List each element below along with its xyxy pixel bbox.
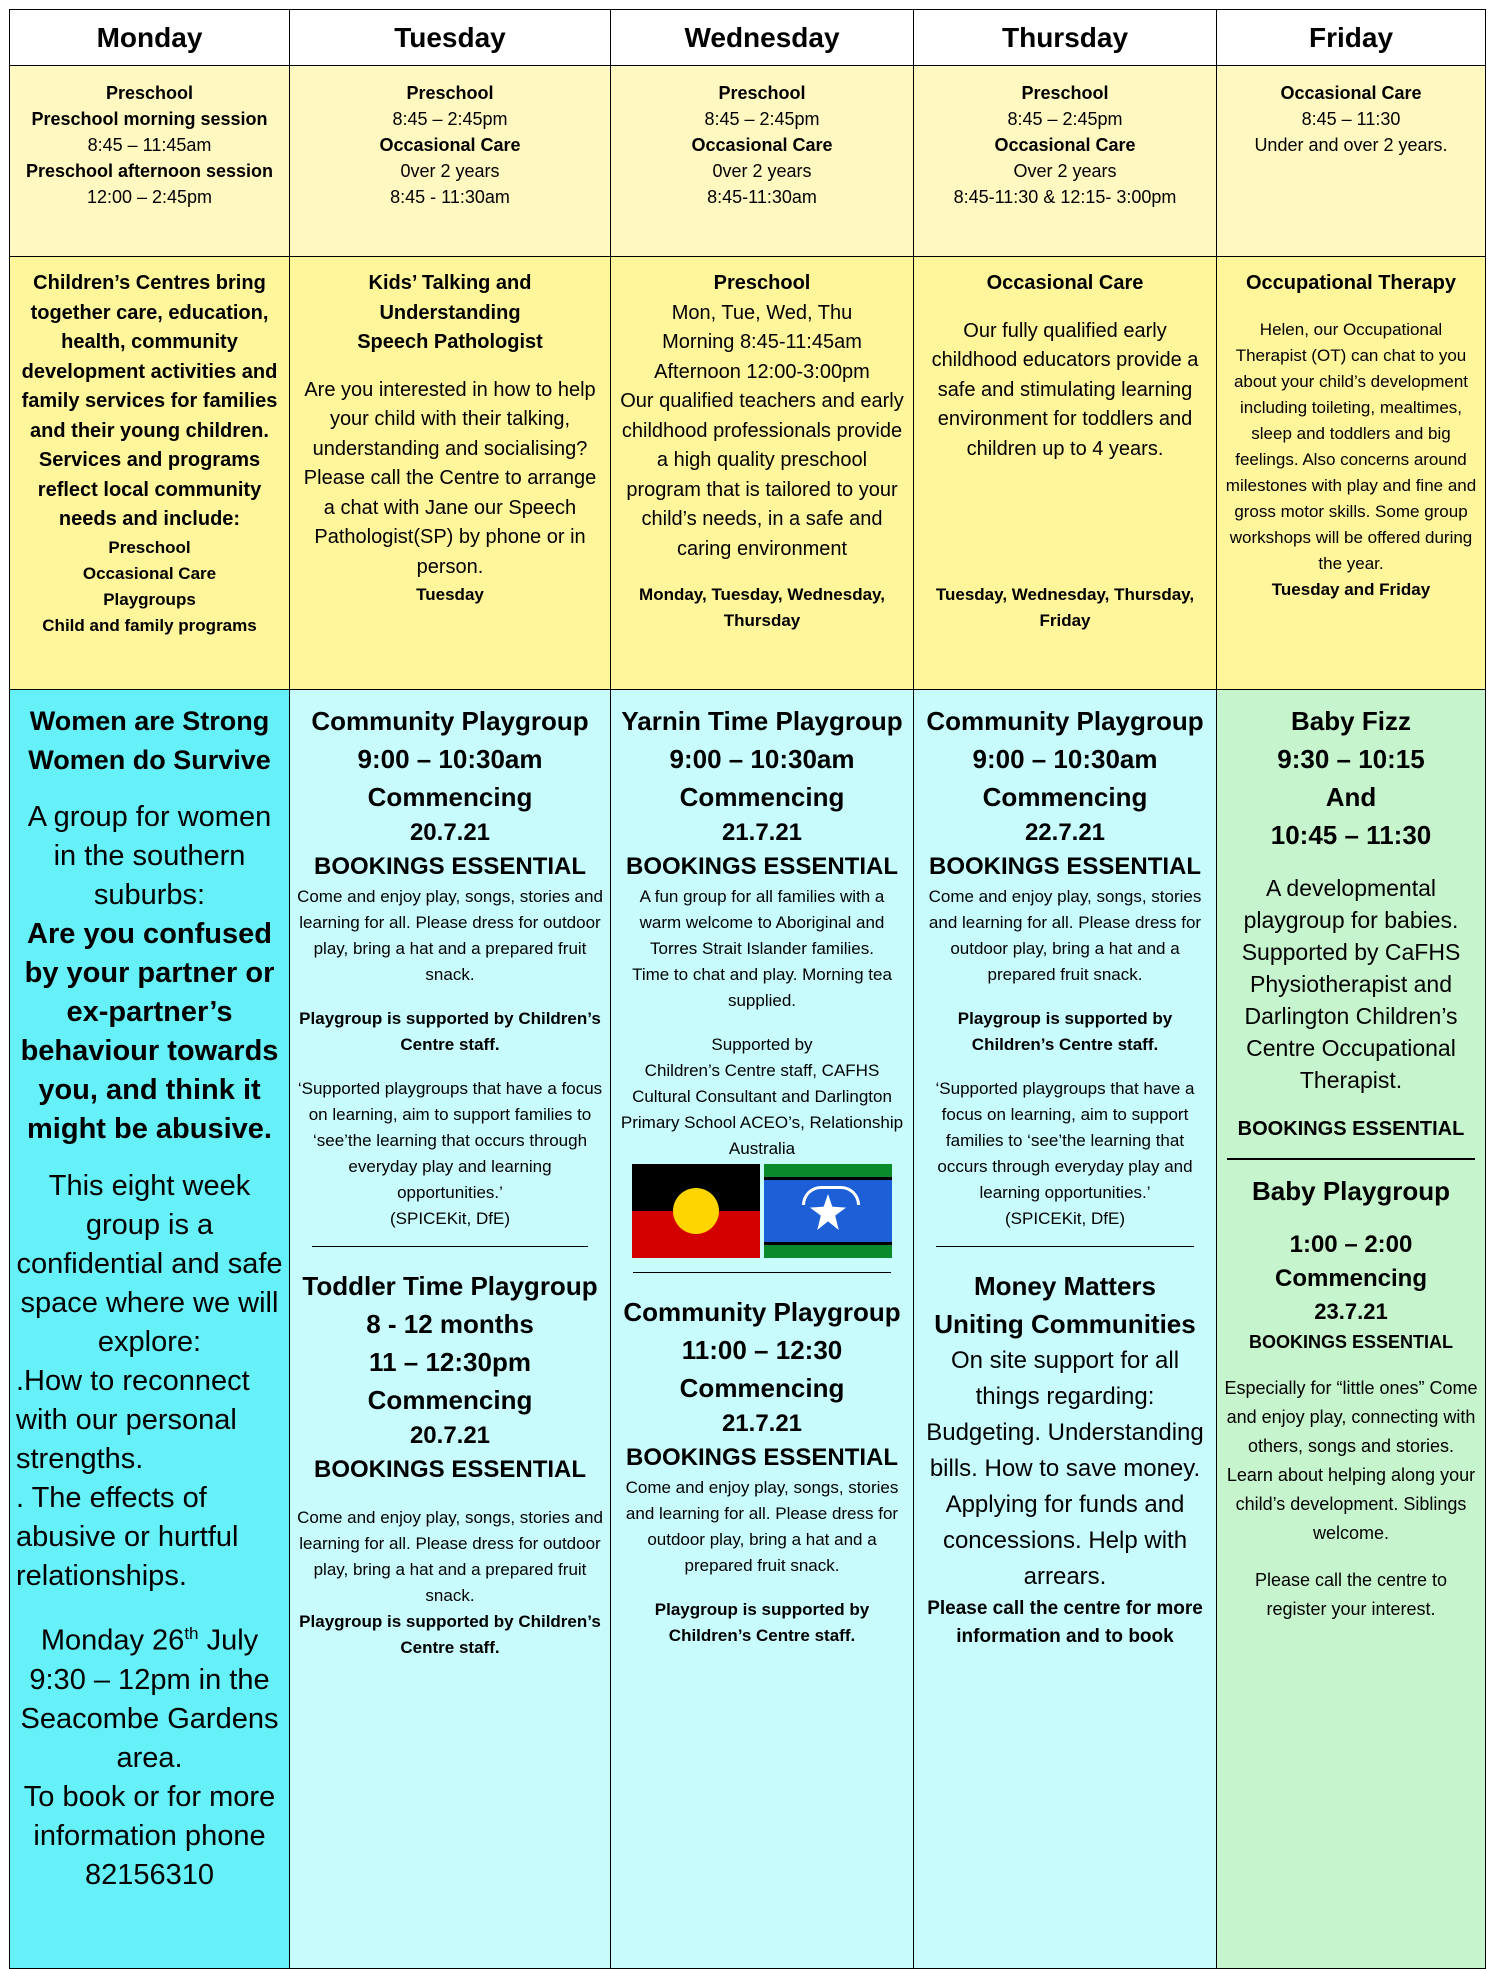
commencing-date: 21.7.21 (721, 819, 803, 846)
yarnin-time-time: 9:00 – 10:30am (669, 744, 855, 774)
toddler-time-time: 11 – 12:30pm (369, 1347, 531, 1377)
morning-session-label: Preschool morning session (31, 109, 268, 129)
baby-fizz-description: A developmental playgroup for babies. Supported by CaFHS Physiotherapist and Darlington Children’s Centre Occupational Therapist. (1241, 875, 1461, 1093)
header-friday: Friday (1217, 10, 1486, 66)
playgroup-description: Come and enjoy play, songs, stories and learning for all. Please dress for outdoor play, bring a hat and a prepared fruit snack. (625, 1478, 899, 1575)
speech-title: Kids’ Talking and Understanding (368, 272, 532, 324)
tuesday-info (290, 257, 611, 690)
playgroup-description: Come and enjoy play, songs, stories and learning for all. Please dress for outdoor play, bring a hat and a prepared fruit snack. (297, 887, 603, 984)
speech-question: Are you interested in how to help your child with their talking, understanding and socialising? (304, 378, 596, 460)
playgroup-quote: ‘Supported playgroups that have a focus on learning, aim to support families to ‘see’the learning that occurs through everyday play and learning opportunities.’ (297, 1079, 603, 1202)
day-header-row (10, 10, 1486, 66)
commencing-label: Commencing (679, 782, 845, 812)
wednesday-groups (611, 690, 914, 1969)
session-times-row (10, 66, 1486, 257)
commencing-label: Commencing (367, 1385, 533, 1415)
divider (633, 1272, 891, 1273)
commencing-date: 22.7.21 (1024, 819, 1106, 846)
playgroup-support: Playgroup is supported by Children’s Centre staff. (299, 1612, 601, 1657)
commencing-date: 20.7.21 (409, 1422, 491, 1449)
playgroups-row (10, 690, 1486, 1969)
occasional-care-age: 0ver 2 years (400, 161, 500, 181)
programs-info-row (10, 257, 1486, 690)
thursday-groups (914, 690, 1217, 1969)
register-interest: Please call the centre to register your interest. (1254, 1570, 1448, 1619)
bookings-essential: BOOKINGS ESSENTIAL (313, 1456, 587, 1483)
occasional-care-time: 8:45 – 11:30 (1301, 109, 1401, 129)
commencing-label: Commencing (982, 782, 1148, 812)
preschool-days: Monday, Tuesday, Wednesday, Thursday (639, 585, 885, 630)
preschool-body: Our qualified teachers and early childhood professionals provide a high quality preschool program that is tailored to your child’s needs, in a safe and caring environment (620, 390, 904, 560)
community-playgroup-time: 9:00 – 10:30am (357, 744, 543, 774)
bookings-essential: BOOKINGS ESSENTIAL (625, 853, 899, 880)
women-group-date: Monday 26th July (40, 1624, 259, 1657)
header-wednesday: Wednesday (611, 10, 914, 66)
occasional-care-time: 8:45-11:30 & 12:15- 3:00pm (953, 187, 1177, 207)
women-group-topic: .How to reconnect with our personal strengths. (16, 1365, 250, 1475)
bookings-essential: BOOKINGS ESSENTIAL (928, 853, 1202, 880)
baby-fizz-time-2: 10:45 – 11:30 (1270, 820, 1432, 850)
preschool-time: 8:45 – 2:45pm (704, 109, 820, 129)
tuesday-groups (290, 690, 611, 1969)
wednesday-info (611, 257, 914, 690)
supported-by-label: Supported by (711, 1035, 813, 1054)
preschool-morning: Morning 8:45-11:45am (662, 331, 862, 353)
baby-playgroup-description: Especially for “little ones” Come and enjoy play, connecting with others, songs and stories. Learn about helping along your child’s development. Siblings welcome. (1224, 1378, 1478, 1543)
preschool-days-line: Mon, Tue, Wed, Thu (671, 301, 853, 324)
occasional-care-label: Occasional Care (994, 135, 1136, 155)
quote-source: (SPICEKit, DfE) (390, 1209, 510, 1228)
preschool-time: 8:45 – 2:45pm (392, 109, 508, 129)
preschool-time: 8:45 – 2:45pm (1007, 109, 1123, 129)
service-item: Playgroups (103, 589, 196, 609)
torres-strait-islander-flag-icon (764, 1164, 892, 1258)
women-group-intro: A group for women in the southern suburbs: (27, 801, 272, 911)
service-item: Occasional Care (82, 563, 217, 583)
thursday-info (914, 257, 1217, 690)
community-playgroup-time: 9:00 – 10:30am (972, 744, 1158, 774)
ot-days: Tuesday and Friday (1271, 579, 1431, 599)
commencing-date: 23.7.21 (1314, 1299, 1388, 1324)
friday-sessions (1217, 66, 1486, 257)
playgroup-quote: ‘Supported playgroups that have a focus on learning, aim to support families to ‘see’the learning that occurs through everyday play and learning opportunities.’ (935, 1079, 1195, 1202)
occasional-care-age: Under and over 2 years. (1254, 135, 1448, 155)
services-intro: Services and programs reflect local community needs and include: (37, 449, 262, 530)
playgroup-description: Come and enjoy play, songs, stories and learning for all. Please dress for outdoor play, bring a hat and a prepared fruit snack. (928, 887, 1202, 984)
uniting-communities-label: Uniting Communities (934, 1309, 1196, 1339)
bookings-essential: BOOKINGS ESSENTIAL (1237, 1118, 1465, 1140)
commencing-date: 20.7.21 (409, 819, 491, 846)
speech-days: Tuesday (416, 585, 484, 604)
bookings-essential: BOOKINGS ESSENTIAL (625, 1444, 899, 1471)
afternoon-session-time: 12:00 – 2:45pm (86, 187, 213, 207)
centre-intro: Children’s Centres bring together care, education, health, community development activities and family services for families and their young children. (21, 272, 278, 442)
baby-fizz-time-1: 9:30 – 10:15 (1277, 744, 1425, 774)
occasional-care-days: Tuesday, Wednesday, Thursday, Friday (935, 585, 1195, 630)
aboriginal-flag-icon (632, 1164, 760, 1258)
women-group-question: Are you confused by your partner or ex-partner’s behaviour towards you, and think it might be abusive. (20, 918, 279, 1145)
women-group-description: This eight week group is a confidential and safe space where we will explore: (16, 1170, 283, 1358)
community-playgroup-title: Community Playgroup (623, 1297, 901, 1327)
toddler-time-title: Toddler Time Playgroup (302, 1271, 598, 1301)
speech-subtitle: Speech Pathologist (357, 331, 543, 353)
occasional-care-label: Occasional Care (1280, 83, 1422, 103)
monday-info (10, 257, 290, 690)
preschool-label: Preschool (406, 83, 494, 103)
quote-source: (SPICEKit, DfE) (1005, 1209, 1125, 1228)
bookings-essential: BOOKINGS ESSENTIAL (313, 853, 587, 880)
playgroup-support: Playgroup is supported by Children’s Centre staff. (957, 1009, 1173, 1054)
supporters-list: Children’s Centre staff, CAFHS Cultural Consultant and Darlington Primary School ACEO’s, Relationship Australia (620, 1061, 904, 1158)
occasional-care-title: Occasional Care (986, 272, 1144, 294)
divider (1227, 1158, 1475, 1160)
yarnin-details: Time to chat and play. Morning tea supplied. (632, 965, 892, 1010)
service-item: Preschool (108, 537, 191, 557)
service-item: Child and family programs (42, 615, 257, 635)
money-matters-body: On site support for all things regarding: Budgeting. Understanding bills. How to save money. Applying for funds and concessions. Help with arrears. (926, 1347, 1204, 1590)
ot-title: Occupational Therapy (1245, 272, 1457, 294)
yarnin-description: A fun group for all families with a warm welcome to Aboriginal and Torres Strait Islander families. (639, 887, 885, 958)
occasional-care-label: Occasional Care (379, 135, 521, 155)
tuesday-sessions (290, 66, 611, 257)
women-group-topic: . The effects of abusive or hurtful relationships. (16, 1482, 239, 1592)
women-group-title: Women are Strong Women do Survive (28, 706, 271, 775)
baby-playgroup-title: Baby Playgroup (1252, 1176, 1450, 1206)
toddler-time-age: 8 - 12 months (366, 1309, 534, 1339)
playgroup-support: Playgroup is supported by Children’s Centre staff. (654, 1600, 870, 1645)
preschool-afternoon: Afternoon 12:00-3:00pm (654, 360, 870, 383)
occasional-care-body: Our fully qualified early childhood educators provide a safe and stimulating learning environment for toddlers and children up to 4 years. (931, 319, 1199, 460)
baby-fizz-and: And (1325, 782, 1377, 812)
baby-fizz-title: Baby Fizz (1291, 706, 1411, 736)
money-matters-call: Please call the centre for more information and to book (927, 1598, 1203, 1647)
monday-sessions (10, 66, 290, 257)
community-playgroup-time: 11:00 – 12:30 (681, 1335, 843, 1365)
commencing-label: Commencing (679, 1373, 845, 1403)
header-tuesday: Tuesday (290, 10, 611, 66)
morning-session-time: 8:45 – 11:45am (87, 135, 212, 155)
commencing-label: Commencing (367, 782, 533, 812)
women-group-contact: To book or for more information phone 82156310 (23, 1780, 276, 1891)
yarnin-time-title: Yarnin Time Playgroup (621, 706, 903, 736)
friday-groups (1217, 690, 1486, 1969)
divider (936, 1246, 1194, 1247)
bookings-essential: BOOKINGS ESSENTIAL (1248, 1332, 1454, 1352)
flags (617, 1164, 907, 1258)
monday-group (10, 690, 290, 1969)
thursday-sessions (914, 66, 1217, 257)
weekly-program-table (9, 9, 1486, 1969)
money-matters-title: Money Matters (973, 1271, 1157, 1301)
header-monday: Monday (10, 10, 290, 66)
community-playgroup-title: Community Playgroup (311, 706, 589, 736)
ot-body: Helen, our Occupational Therapist (OT) can chat to you about your child’s development including toileting, mealtimes, sleep and toddlers and big feelings. Also concerns around milestones with play and fine and gross motor skills. Some group workshops will be offered during the year. (1225, 319, 1477, 573)
preschool-label: Preschool (1021, 83, 1109, 103)
community-playgroup-title: Community Playgroup (926, 706, 1204, 736)
baby-playgroup-time: 1:00 – 2:00 (1289, 1231, 1413, 1258)
preschool-label: Preschool (718, 83, 806, 103)
occasional-care-time: 8:45-11:30am (707, 187, 817, 207)
occasional-care-age: 0ver 2 years (712, 161, 812, 181)
commencing-date: 21.7.21 (721, 1410, 803, 1437)
playgroup-description: Come and enjoy play, songs, stories and learning for all. Please dress for outdoor play, bring a hat and a prepared fruit snack. (297, 1508, 603, 1605)
afternoon-session-label: Preschool afternoon session (25, 161, 274, 181)
timetable (9, 9, 1485, 1935)
preschool-label: Preschool (105, 83, 194, 103)
women-group-time-place: 9:30 – 12pm in the Seacombe Gardens area. (20, 1663, 279, 1774)
occasional-care-age: Over 2 years (1013, 161, 1117, 181)
speech-call: Please call the Centre to arrange a chat with Jane our Speech Pathologist(SP) by phone or in person. (303, 467, 597, 578)
occasional-care-label: Occasional Care (691, 135, 833, 155)
friday-info (1217, 257, 1486, 690)
preschool-title: Preschool (713, 272, 811, 294)
header-thursday: Thursday (914, 10, 1217, 66)
occasional-care-time: 8:45 - 11:30am (390, 187, 510, 207)
commencing-label: Commencing (1274, 1265, 1427, 1292)
wednesday-sessions (611, 66, 914, 257)
divider (312, 1246, 588, 1247)
playgroup-support: Playgroup is supported by Children’s Centre staff. (299, 1009, 601, 1054)
